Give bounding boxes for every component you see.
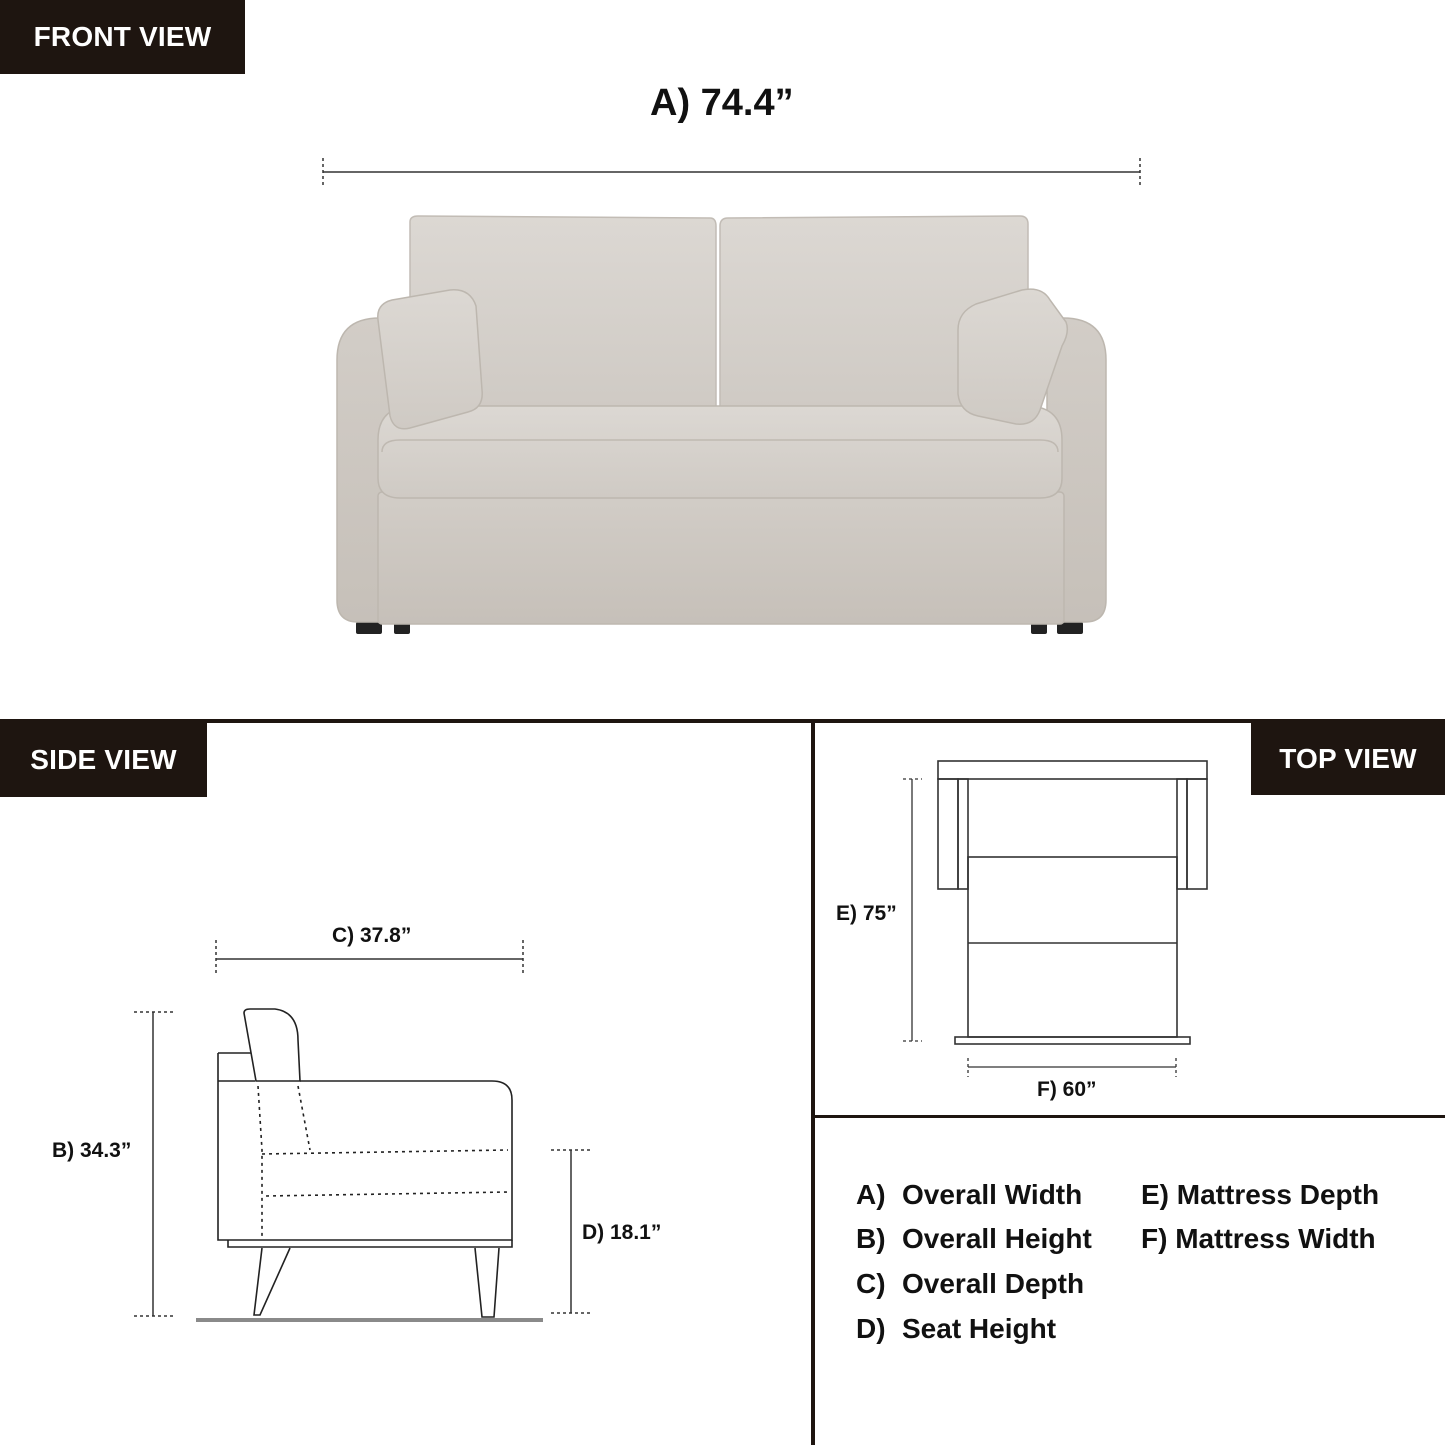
dimension-line-a: [323, 158, 1140, 186]
dimension-line-b: [134, 1012, 174, 1316]
seat-cushion: [378, 406, 1062, 498]
legend-key: A): [856, 1179, 886, 1210]
legend-key: C): [856, 1268, 886, 1299]
legend-item-b: [856, 1223, 1092, 1255]
legend-label: Overall Height: [902, 1223, 1092, 1254]
legend-label: Mattress Width: [1175, 1223, 1376, 1254]
legend-item-a: [856, 1179, 1082, 1211]
dimension-a-label: A) 74.4”: [650, 82, 794, 124]
front-view-label: FRONT VIEW: [0, 0, 245, 74]
legend-item-e: [1141, 1179, 1379, 1211]
top-view-label: TOP VIEW: [1251, 722, 1445, 795]
sofa-leg: [356, 622, 382, 634]
legend-key: E): [1141, 1179, 1169, 1210]
legend-label: Overall Depth: [902, 1268, 1085, 1299]
throw-pillow-left: [378, 290, 482, 429]
sofa-side-drawing: [134, 940, 591, 1320]
dimension-d-label: D) 18.1”: [582, 1221, 662, 1244]
side-view-label: SIDE VIEW: [0, 722, 207, 797]
dimension-line-e: [903, 779, 922, 1041]
sofa-base: [378, 492, 1064, 624]
dimension-line-f: [968, 1058, 1176, 1077]
dimension-e-label: E) 75”: [836, 902, 897, 925]
dimension-c-label: C) 37.8”: [332, 924, 412, 947]
legend-label: Overall Width: [902, 1179, 1083, 1210]
legend-item-d: [856, 1313, 1056, 1345]
legend-key: B): [856, 1223, 886, 1254]
dimension-f-label: F) 60”: [1037, 1078, 1097, 1101]
dimension-b-label: B) 34.3”: [52, 1139, 132, 1162]
legend-key: F): [1141, 1223, 1168, 1254]
legend-label: Mattress Depth: [1176, 1179, 1380, 1210]
legend-label: Seat Height: [902, 1313, 1057, 1344]
legend-item-f: [1141, 1223, 1376, 1255]
legend-key: D): [856, 1313, 886, 1344]
legend-item-c: [856, 1268, 1084, 1300]
sofa-front-illustration: [337, 216, 1106, 634]
sofa-top-drawing: [903, 761, 1207, 1077]
